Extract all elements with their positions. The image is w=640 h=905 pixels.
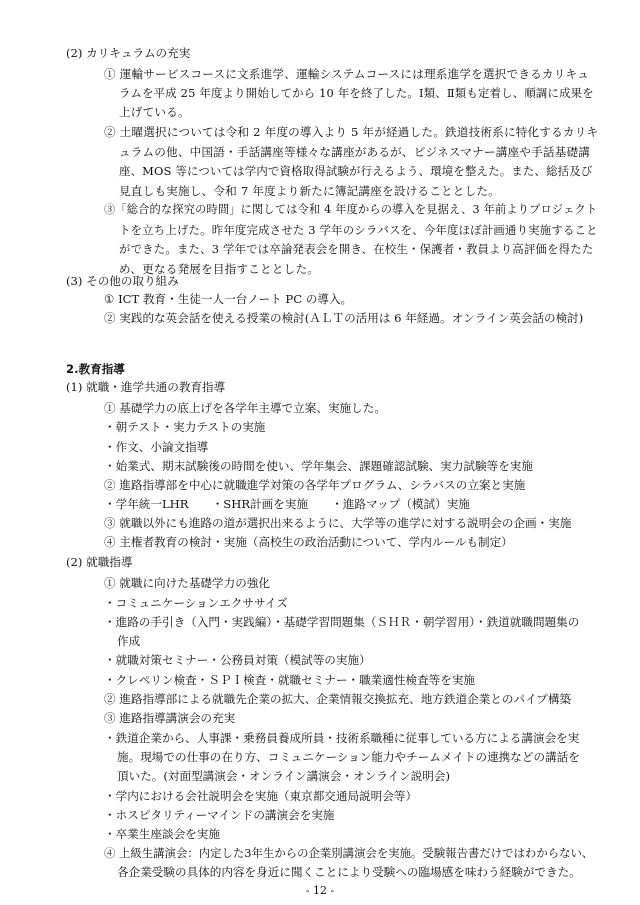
- other-item-2: ② 実践的な英会話を使える授業の検討(ＡＬＴの活用は 6 年経過。オンライン英会話の検討): [104, 311, 584, 325]
- curriculum-item-2-line-3: 座、MOS 等については学内で資格取得試験が行えるよう、環境を整えた。また、総括及び: [119, 164, 593, 178]
- section-heading-curriculum: (2) カリキュラムの充実: [66, 46, 191, 60]
- employment-line-6: ・クレペリン検査・ＳＰＩ検査・就職セミナー・職業適性検査等を実施: [104, 673, 476, 687]
- common-line-1: ① 基礎学力の底上げを各学年主導で立案、実施した。: [104, 401, 386, 415]
- curriculum-item-3-line-2: トを立ち上げた。昨年度完成させた 3 学年のシラバスを、今年度ほぼ計画通り実施すること: [119, 223, 598, 237]
- curriculum-item-1-line-3: 上げている。: [119, 105, 190, 119]
- section-title-guidance: 2.教育指導: [66, 362, 125, 376]
- curriculum-item-2-line-2: ュラムの他、中国語・手話講座等様々な講座があるが、ビジネスマナー講座や手話基礎講: [119, 145, 591, 159]
- common-line-7: ③ 就職以外にも進路の道が選択出来るように、大学等の進学に対する説明会の企画・実施: [104, 516, 572, 530]
- common-line-6: ・学年統一LHR ・SHR計画を実施 ・進路マップ（模試）実施: [104, 497, 470, 511]
- common-line-3: ・作文、小論文指導: [104, 440, 209, 454]
- employment-line-8: ③ 進路指導講演会の充実: [104, 711, 236, 725]
- common-line-8: ④ 主権者教育の検討・実施（高校生の政治活動について、学内ルールも制定）: [104, 535, 513, 549]
- common-line-4: ・始業式、期末試験後の時間を使い、学年集会、課題確認試験、実力試験等を実施: [104, 459, 533, 473]
- employment-line-9: ・鉄道企業から、人事課・乗務員養成所員・技術系職種に従事している方による講演会を実: [104, 731, 580, 745]
- employment-line-13: ・ホスピタリティーマインドの講演会を実施: [104, 808, 335, 822]
- employment-line-15: ④ 上級生講演会：内定した3年生からの企業別講演会を実施。受験報告書だけではわからない、: [104, 846, 594, 860]
- employment-line-16: 各企業受験の具体的内容を身近に聞くことにより受験への臨場感を味わう経験ができた。: [117, 865, 581, 879]
- curriculum-item-1-line-2: ラムを平成 25 年度より開始してから 10 年を終了した。Ⅰ類、Ⅱ類も定着し、順調に成果を: [119, 86, 594, 100]
- employment-line-4: 作成: [117, 634, 141, 648]
- employment-line-10: 施。現場での仕事の在り方、コミュニケーション能力やチームメイトの連携などの講話を: [117, 750, 580, 764]
- common-line-5: ② 進路指導部を中心に就職進学対策の各学年プログラム、シラバスの立案と実施: [104, 478, 526, 492]
- curriculum-item-2-line-4: 見直しも実施し、令和 7 年度より新たに簿記講座を設けることとした。: [119, 184, 500, 198]
- employment-line-2: ・コミュニケーションエクササイズ: [104, 596, 288, 610]
- subsection-heading-employment: (2) 就職指導: [66, 555, 133, 569]
- employment-line-11: 頂いた。(対面型講演会・オンライン講演会・オンライン説明会): [117, 769, 450, 783]
- curriculum-item-3-line-1: ③「総合的な探究の時間」に関しては令和 4 年度からの導入を見据え、3 年前よりプロジェクト: [104, 203, 598, 216]
- curriculum-item-2-line-1: ② 土曜選択については令和 2 年度の導入より 5 年が経過した。鉄道技術系に特化するカリキ: [104, 125, 599, 139]
- employment-line-1: ① 就職に向けた基礎学力の強化: [104, 576, 270, 590]
- subsection-heading-common: (1) 就職・進学共通の教育指導: [66, 380, 226, 394]
- employment-line-12: ・学内における会社説明会を実施（東京都交通局説明会等）: [104, 789, 418, 803]
- page-number: - 12 -: [305, 884, 335, 897]
- common-line-2: ・朝テスト・実力テストの実施: [104, 420, 266, 434]
- curriculum-item-3-line-3: ができた。また、3 学年では卒論発表会を開き、在校生・保護者・教員より高評価を得たた: [119, 242, 594, 256]
- section-heading-other: (3) その他の取り組み: [66, 274, 179, 288]
- curriculum-item-3-line-4: め、更なる発展を目指すこととした。: [119, 262, 320, 276]
- employment-line-14: ・卒業生座談会を実施: [104, 827, 220, 841]
- employment-line-5: ・就職対策セミナー・公務員対策（模試等の実施）: [104, 653, 371, 667]
- employment-line-3: ・進路の手引き（入門・実践編）・基礎学習問題集（ＳＨＲ・朝学習用）・鉄道就職問題集の: [104, 615, 580, 629]
- employment-line-7: ② 進路指導部による就職先企業の拡大、企業情報交換拡充、地方鉄道企業とのパイプ構築: [104, 692, 572, 706]
- other-item-1: ① ICT 教育・生徒一人一台ノート PC の導入。: [104, 292, 353, 306]
- curriculum-item-1-line-1: ① 運輸サービスコースに文系進学、運輸システムコースには理系進学を選択できるカリキュ: [104, 67, 590, 81]
